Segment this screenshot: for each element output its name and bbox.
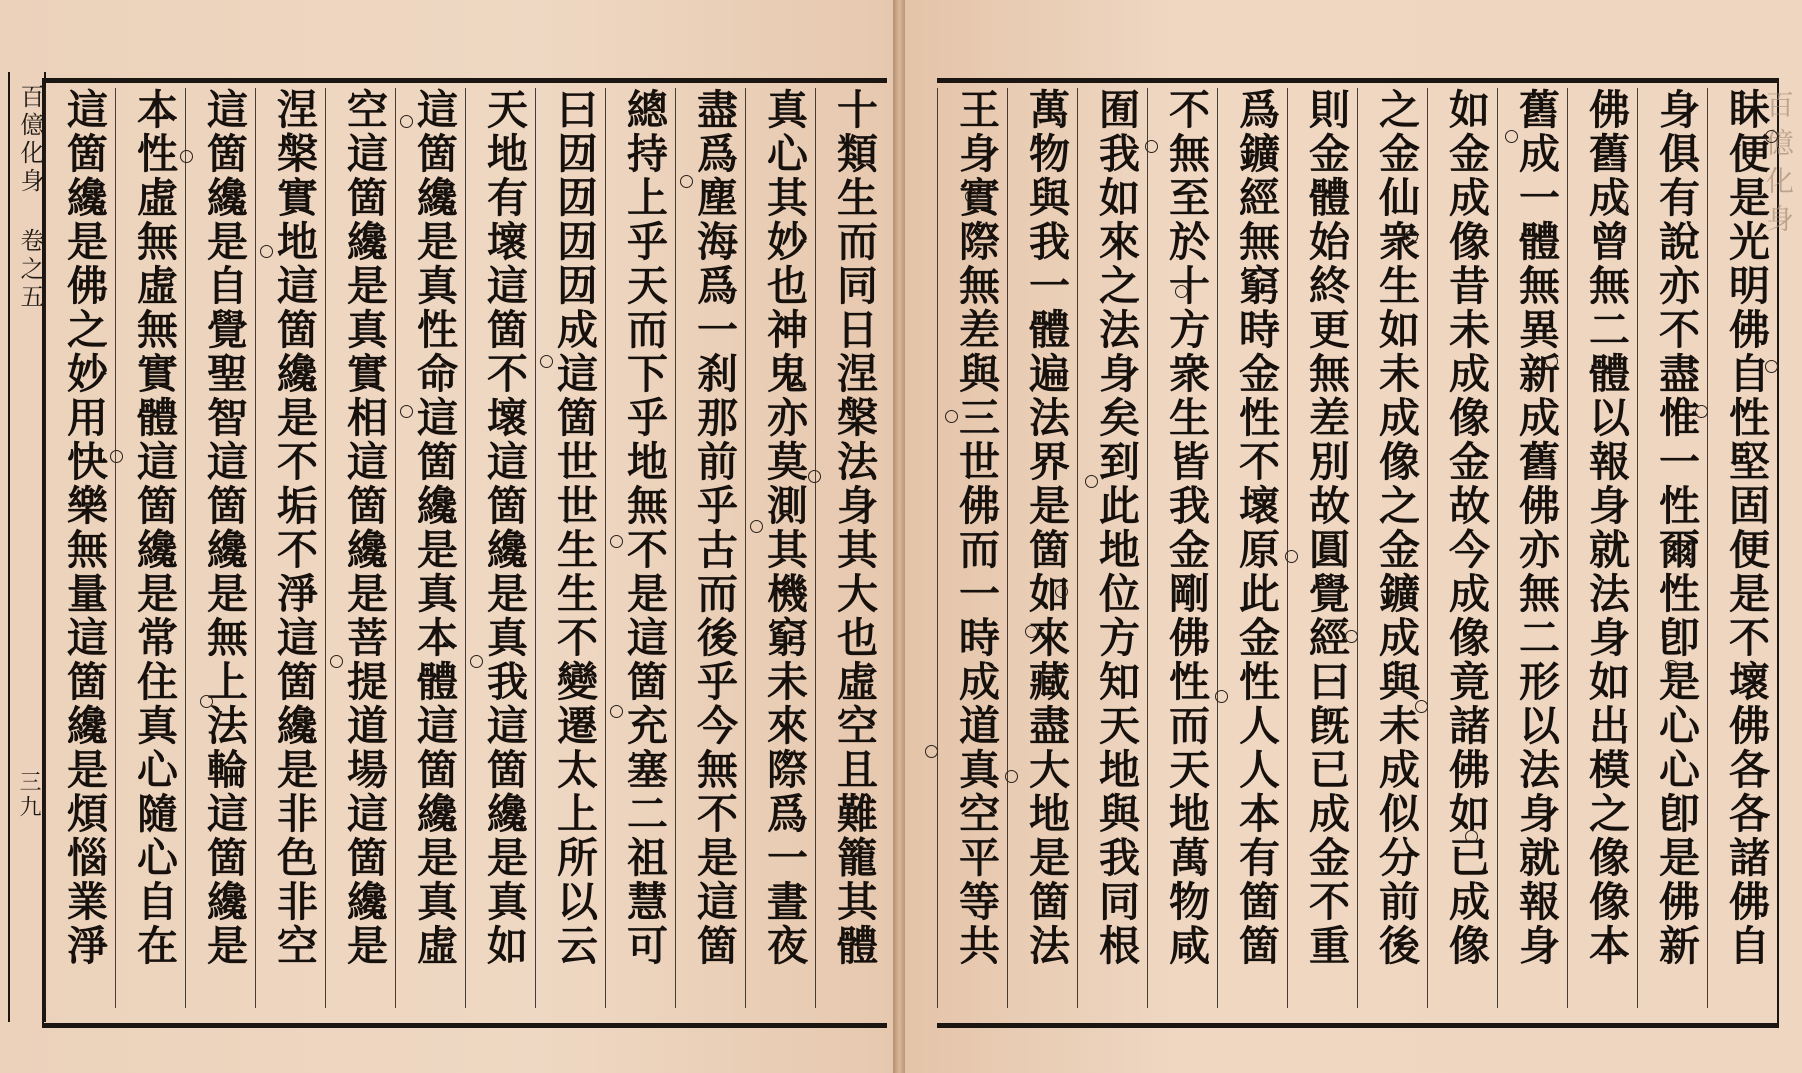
- text-column: 曰㘞㘞㘞㘞成這箇世世生生不變遷太上所以云: [550, 88, 598, 968]
- column-rule: [1567, 88, 1568, 1008]
- punctuation-circle: [540, 355, 553, 368]
- column-rule: [815, 88, 816, 1008]
- punctuation-circle: [945, 410, 958, 423]
- column-rule: [605, 88, 606, 1008]
- text-column: 十類生而同日涅槃法身其大也虛空且難籠其體: [830, 88, 878, 968]
- column-rule: [1707, 88, 1708, 1008]
- punctuation-circle: [1145, 140, 1158, 153]
- column-rule: [115, 88, 116, 1008]
- text-column: 佛舊成曾無二體以報身就法身如出模之像像本: [1582, 88, 1630, 968]
- text-column: 天地有壞這箇不壞這箇纔是真我這箇纔是真如: [480, 88, 528, 968]
- text-column: 舊成一體無異新成舊佛亦無二形以法身就報身: [1512, 88, 1560, 968]
- punctuation-circle: [1665, 660, 1678, 673]
- punctuation-circle: [1215, 690, 1228, 703]
- punctuation-circle: [1505, 130, 1518, 143]
- text-column: 不無至於十方衆生皆我金剛佛性而天地萬物咸: [1162, 88, 1210, 968]
- left-page: [0, 0, 897, 1073]
- punctuation-circle: [610, 705, 623, 718]
- punctuation-circle: [808, 470, 821, 483]
- punctuation-circle: [400, 405, 413, 418]
- text-column: 真心其妙也神鬼亦莫測其機窮未來際爲一晝夜: [760, 88, 808, 968]
- punctuation-circle: [1465, 830, 1478, 843]
- column-rule: [1287, 88, 1288, 1008]
- column-rule: [1007, 88, 1008, 1008]
- punctuation-circle: [1005, 770, 1018, 783]
- punctuation-circle: [1695, 405, 1708, 418]
- column-rule: [45, 88, 46, 1008]
- text-column: 這箇纔是佛之妙用快樂無量這箇纔是煩惱業淨: [60, 88, 108, 968]
- punctuation-circle: [1615, 200, 1628, 213]
- punctuation-circle: [200, 695, 213, 708]
- punctuation-circle: [1055, 585, 1068, 598]
- column-rule: [1427, 88, 1428, 1008]
- punctuation-circle: [1345, 630, 1358, 643]
- showthrough-text: 百億化身: [1762, 90, 1795, 242]
- column-rule: [745, 88, 746, 1008]
- punctuation-circle: [1085, 475, 1098, 488]
- text-column: 盡爲塵海爲一刹那前乎古而後乎今無不是這箇: [690, 88, 738, 968]
- column-rule: [325, 88, 326, 1008]
- text-column: 眛便是光明佛自性堅固便是不壞佛各各諸佛自: [1722, 88, 1770, 968]
- text-column: 總持上乎天而下乎地無不是這箇充塞二祖慧可: [620, 88, 668, 968]
- punctuation-circle: [1405, 230, 1418, 243]
- column-rule: [395, 88, 396, 1008]
- column-rule: [937, 88, 938, 1008]
- column-rule: [1497, 88, 1498, 1008]
- punctuation-circle: [680, 175, 693, 188]
- punctuation-circle: [110, 450, 123, 463]
- text-column: 則金體始終更無差別故圓覺經曰旣已成金不重: [1302, 88, 1350, 968]
- punctuation-circle: [180, 150, 193, 163]
- text-column: 之金仙衆生如未成像之金鑛成與未成似分前後: [1372, 88, 1420, 968]
- text-column: 王身實際無差與三世佛而一時成道真空平等共: [952, 88, 1000, 968]
- text-column: 空這箇纔是真實相這箇纔是菩提道場這箇纔是: [340, 88, 388, 968]
- punctuation-circle: [1765, 360, 1778, 373]
- punctuation-circle: [1175, 285, 1188, 298]
- punctuation-circle: [400, 115, 413, 128]
- text-column: 涅槃實地這箇纔是不垢不淨這箇纔是非色非空: [270, 88, 318, 968]
- column-rule: [535, 88, 536, 1008]
- column-rule: [185, 88, 186, 1008]
- right-page: [905, 0, 1802, 1073]
- column-rule: [675, 88, 676, 1008]
- punctuation-circle: [1025, 625, 1038, 638]
- punctuation-circle: [610, 535, 623, 548]
- punctuation-circle: [470, 655, 483, 668]
- punctuation-circle: [1545, 355, 1558, 368]
- text-column: 這箇纔是自覺聖智這箇纔是無上法輪這箇纔是: [200, 88, 248, 968]
- column-rule: [255, 88, 256, 1008]
- column-rule: [465, 88, 466, 1008]
- text-column: 囿我如來之法身矣到此地位方知天地與我同根: [1092, 88, 1140, 968]
- text-column: 這箇纔是真性命這箇纔是真本體這箇纔是真虛: [410, 88, 458, 968]
- banxin-title: 百億化身 卷之五: [16, 84, 44, 312]
- text-column: 本性虛無虛無實體這箇纔是常住真心隨心自在: [130, 88, 178, 968]
- folio-number: 三九: [16, 770, 41, 820]
- text-column: 爲鑛經無窮時金性不壞原此金性人人本有箇箇: [1232, 88, 1280, 968]
- punctuation-circle: [965, 190, 978, 203]
- column-rule: [1637, 88, 1638, 1008]
- punctuation-circle: [750, 520, 763, 533]
- punctuation-circle: [1765, 130, 1778, 143]
- punctuation-circle: [1415, 700, 1428, 713]
- column-rule: [1077, 88, 1078, 1008]
- column-rule: [1147, 88, 1148, 1008]
- column-rule: [1217, 88, 1218, 1008]
- punctuation-circle: [330, 655, 343, 668]
- text-column: 如金成像昔未成像金故今成像竟諸佛如已成像: [1442, 88, 1490, 968]
- punctuation-circle: [925, 745, 938, 758]
- text-column: 萬物與我一體遍法界是箇如來藏盡大地是箇法: [1022, 88, 1070, 968]
- punctuation-circle: [260, 245, 273, 258]
- column-rule: [1357, 88, 1358, 1008]
- punctuation-circle: [1285, 550, 1298, 563]
- text-column: 身俱有說亦不盡惟一性爾性卽是心心卽是佛新: [1652, 88, 1700, 968]
